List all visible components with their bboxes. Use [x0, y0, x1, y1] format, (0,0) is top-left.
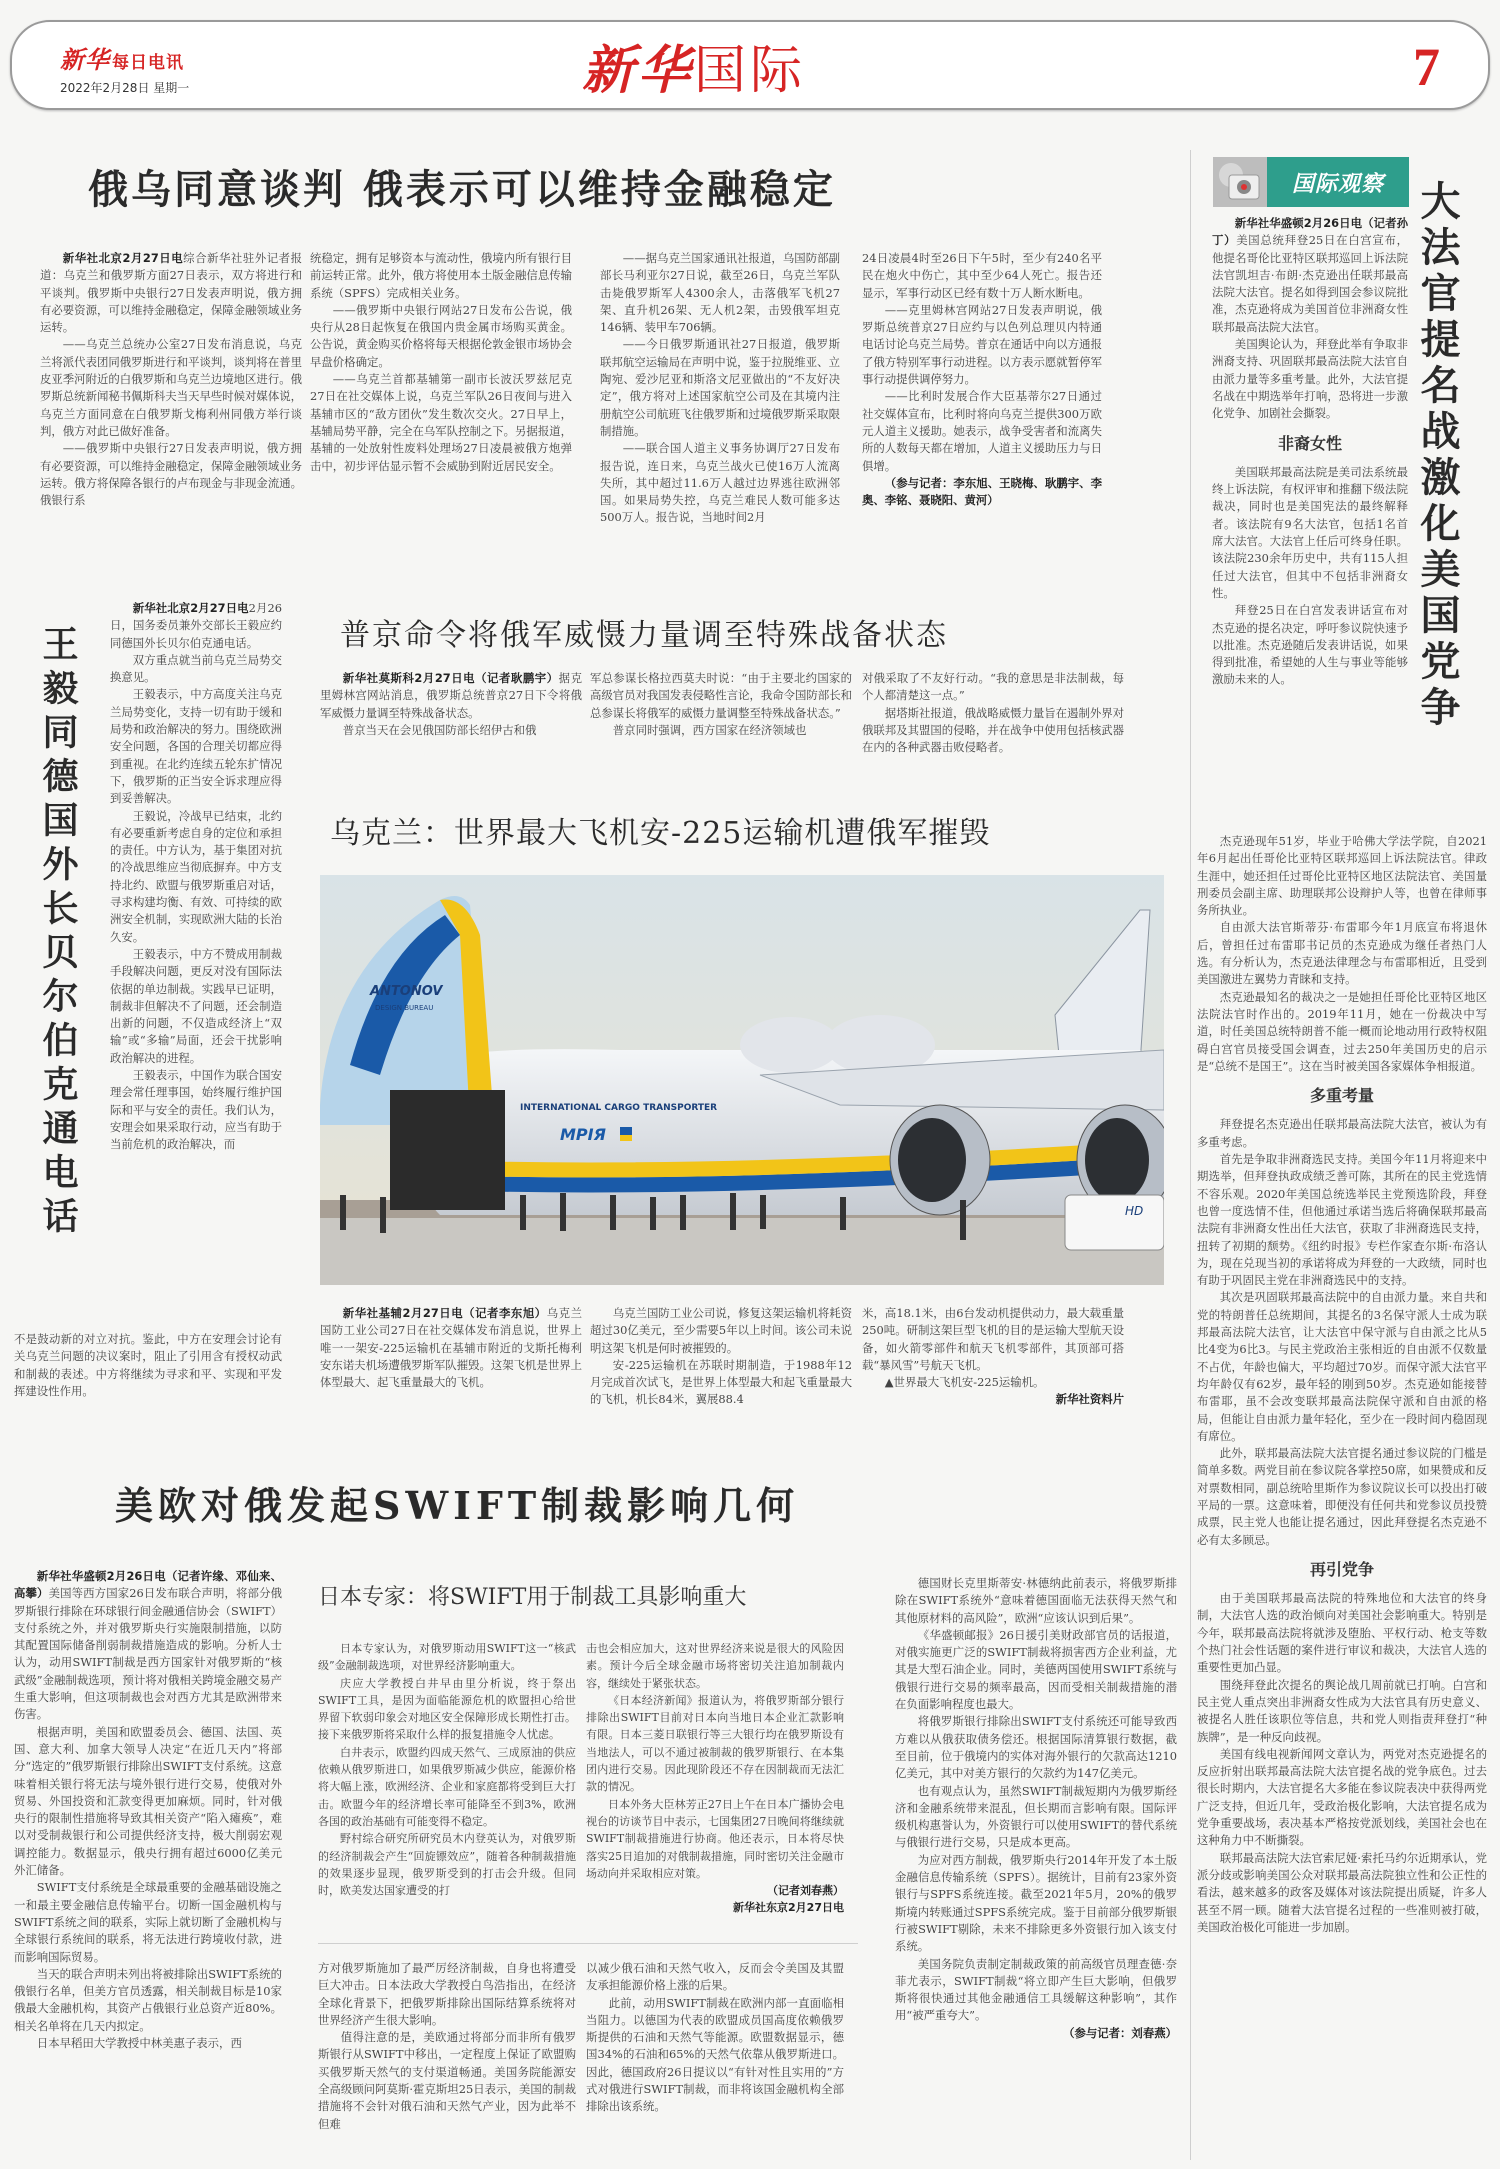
article-an225-col3: 米，高18.1米，由6台发动机提供动力，最大载重量250吨。研制这架巨型飞机的目的是运输大型航天设备，如火箭零部件和航天飞机零部件，其顶部可搭载“暴风雪”号航天飞机。 ▲世界最大飞机安-225运输机。 新华社资料片: [862, 1305, 1124, 1409]
photo-credit: 新华社资料片: [1055, 1392, 1124, 1407]
article-swift-col3: 以减少俄石油和天然气收入，反而会令美国及其盟友承担能源价格上涨的后果。 此前，动用SWIFT制裁在欧洲内部一直面临相当阻力。以德国为代表的欧盟成员国高度依赖俄罗斯提供的石油和天然气等能源。欧盟数据显示，德国34%的石油和65%的天然气依靠从俄罗斯进口。因此，德国政府26日提议以“有针对性且实用的”方式对俄进行SWIFT制裁，而非将该国金融机构全部排除出该系统。: [586, 1961, 844, 2114]
article1-col2: 统稳定，拥有足够资本与流动性，俄境内所有银行目前运转正常。此外，俄方将使用本土版金融信息传输系统（SPFS）完成相关业务。 ——俄罗斯中央银行网站27日发布公告说，俄央行从28日起恢复在俄国内贵金属市场购买黄金。公告说，黄金购买价格将每天根据伦敦金银市场协会早盘价格确定。 ——乌克兰首都基辅第一副市长波沃罗兹尼克27日在社交媒体上说，乌克兰军队26日夜间与进入基辅市区的“敌方团伙”发生数次交火。27日早上，基辅局势平静，完全在乌军队控制之下。另据报道，基辅的一处放射性废料处理场27日凌晨被俄方炮弹击中，初步评估显示暂不会威胁到附近居民安全。: [310, 251, 572, 473]
column-badge-label: 国际观察: [1267, 157, 1409, 207]
article-swift-col1: 新华社华盛顿2月26日电（记者许缘、邓仙来、高攀）美国等西方国家26日发布联合声明，将部分俄罗斯银行排除在环球银行间金融通信协会（SWIFT）支付系统之外，并对俄罗斯央行实施限制措施，以防其配置国际储备削弱制裁措施造成的影响。分析人士认为，动用SWIFT制裁是西方国家针对俄罗斯的“核武级”金融制裁选项，预计将对俄相关跨境金融交易产生重大影响，但这项制裁也会对西方尤其是欧洲带来伤害。 根据声明，美国和欧盟委员会、德国、法国、英国、意大利、加拿大领导人决定“在近几天内”将部分“选定的”俄罗斯银行排除出SWIFT支付系统。这意味着相关银行将无法与境外银行进行交易，使俄对外贸易、外国投资和汇款变得更加麻烦。同时，针对俄央行的限制性措施将导致其相关资产“陷入瘫痪”，难以对受制裁银行和公司提供经济支持，极大削弱宏观调控能力。数据显示，俄央行拥有超过6000亿美元外汇储备。 SWIFT支付系统是全球最重要的金融基础设施之一和最主要金融信息传输平台。切断一国金融机构与SWIFT系统之间的联系，实际上就切断了金融机构与全球银行系统间的联系，将无法进行跨境收付款，进而影响国际贸易。 当天的联合声明未列出将被排除出SWIFT系统的俄银行名单，但美方官员透露，相关制裁目标是10家俄最大金融机构，其资产占俄银行业总资产近80%。相关名单将在几天内拟定。 日本早稻田大学教授中林美惠子表示，西: [14, 1569, 282, 2051]
svg-text:DESIGN BUREAU: DESIGN BUREAU: [375, 1004, 434, 1012]
sidebar-headline: 日本专家：将SWIFT用于制裁工具影响重大: [318, 1585, 747, 1610]
subhead-2: 多重考量: [1309, 1086, 1374, 1106]
article-swift-col4: 德国财长克里斯蒂安·林德纳此前表示，将俄罗斯排除在SWIFT系统外“意味着德国面临无法获得天然气和其他原材料的高风险”，欧洲“应该认识到后果”。 《华盛顿邮报》26日援引美财政部官员的话报道，对俄实施更广泛的SWIFT制裁将损害西方企业利益，尤其是大型石油企业。同时，美德两国使用SWIFT系统与俄银行进行交易的频率最高，因而受相关制裁措施的潜在负面影响程度也最大。 将俄罗斯银行排除出SWIFT支付系统还可能导致西方难以从俄获取债务偿还。根据国际清算银行数据，截至目前，位于俄境内的实体对海外银行的欠款高达1210亿美元，其中对美方银行的欠款约为147亿美元。 也有观点认为，虽然SWIFT制裁短期内为俄罗斯经济和金融系统带来混乱，但长期而言影响有限。国际评级机构惠誉认为，外资银行可以使用SWIFT的替代系统与俄银行进行交易，只是成本更高。 为应对西方制裁，俄罗斯央行2014年开发了本土版金融信息传输系统（SPFS）。据统计，目前有23家外资银行与SPFS系统连接。截至2021年5月，20%的俄罗斯境内转账通过SPFS系统完成。鉴于目前部分俄罗斯银行被SWIFT剔除，未来不排除更多外资银行加入该支付系统。 美国务院负责制定制裁政策的前高级官员理查德·奈菲尤表示，SWIFT制裁“将立即产生巨大影响，但俄罗斯将很快通过其他金融通信工具缓解这种影响”，其作用“被严重夸大”。 （参与记者：刘春燕）: [895, 1576, 1177, 2040]
article-an225-col1: 新华社基辅2月27日电（记者李东旭）乌克兰国防工业公司27日在社交媒体发布消息说，世界上唯一一架安-225运输机在基辅市附近的戈斯托梅利安东诺夫机场遭俄罗斯军队摧毁。这架飞机是世界上体型最大、起飞重量最大的飞机。: [320, 1306, 582, 1390]
newspaper-logo: 新华 每日电讯: [60, 45, 184, 74]
article-putin-col3: 对俄采取了不友好行动。“我的意思是非法制裁，每个人都清楚这一点。” 据塔斯社报道，俄战略威慑力量旨在遏制外界对俄联邦及其盟国的侵略，并在战争中使用包括核武器在内的各种武器击败侵略者。: [862, 671, 1125, 755]
article-headline-wangyi: 王毅同德国外长贝尔伯克通电话: [37, 625, 79, 1241]
sidebar-dateline: 新华社东京2月27日电: [733, 1901, 844, 1915]
an225-photo: [320, 875, 1164, 1285]
article-court-intro: 新华社华盛顿2月26日电（记者孙丁）美国总统拜登25日在白宫宣布，他提名哥伦比亚特区联邦巡回上诉法院法官凯坦吉·布朗·杰克逊出任联邦最高法院大法官。提名如得到国会参议院批准，杰克逊将成为美国首位非洲裔女性联邦最高法院大法官。 美国舆论认为，拜登此举有争取非洲裔支持、巩固联邦最高法院大法官自由派力量等多重考量。此外，大法官提名战在中期选举年打响，恐将进一步激化党争、加剧社会撕裂。 非裔女性 美国联邦最高法院是美司法系统最终上诉法院，有权评审和推翻下级法院裁决，同时也是美国宪法的最终解释者。该法院有9名大法官，包括1名首席大法官。大法官上任后可终身任职。该法院230余年历史中，共有115人担任过大法官，但其中不包括非洲裔女性。 拜登25日在白宫发表讲话宣布对杰克逊的提名决定，呼吁参议院快速予以批准。杰克逊随后发表讲话说，如果得到批准，希望她的人生与事业等能够激励未来的人。: [1212, 216, 1408, 687]
article-court-body: 杰克逊现年51岁，毕业于哈佛大学法学院，自2021年6月起出任哥伦比亚特区联邦巡回上诉法院法官。律政生涯中，她还担任过哥伦比亚特区地区法院法官、美国量刑委员会副主席、助理联邦公设辩护人等，也曾在律师事务所执业。 自由派大法官斯蒂芬·布雷耶今年1月底宣布将退休后，曾担任过布雷耶书记员的杰克逊成为继任者热门人选。有分析认为，杰克逊法律理念与布雷耶相近，且受到美国激进左翼势力青睐和支持。 杰克逊最知名的裁决之一是她担任哥伦比亚特区地区法院法官时作出的。2019年11月，她在一份裁决中写道，时任美国总统特朗普不能一概而论地动用行政特权阻碍白宫官员接受国会调查，过去250年美国历史的启示是“总统不是国王”。这在当时被美国各家媒体争相报道。 多重考量 拜登提名杰克逊出任联邦最高法院大法官，被认为有多重考虑。 首先是争取非洲裔选民支持。美国今年11月将迎来中期选举，但拜登执政成绩乏善可陈，其所在的民主党选情不容乐观。2020年美国总统选举民主党预选阶段，拜登也曾一度选情不佳，但他通过承诺当选后将确保联邦最高法院有非洲裔女性出任大法官，获取了非洲裔选民支持，扭转了初期的颓势。《纽约时报》专栏作家查尔斯·布洛认为，现在兑现当初的承诺将成为拜登的一大政绩，同时也有助于巩固民主党在非洲裔选民中的支持。 其次是巩固联邦最高法院中的自由派力量。来自共和党的特朗普任总统期间，其提名的3名保守派人士成为联邦最高法院大法官，让大法官中保守派与自由派之比从5比4变为6比3。与民主党政治主张相近的自由派不仅数量不占优，年龄也偏大，平均超过70岁。而保守派大法官平均年龄仅有62岁，最年轻的刚到50岁。杰克逊如能接替布雷耶，虽不会改变联邦最高法院保守派和自由派的格局，但能让自由派力量年轻化，至少在一段时间内稳固现有席位。 此外，联邦最高法院大法官提名通过参议院的门槛是简单多数。两党目前在参议院各掌控50席，如果赞成和反对票数相同，副总统哈里斯作为参议院议长可以投出打破平局的一票。这意味着，即便没有任何共和党参议员投赞成票，民主党人也能让提名通过，因此拜登提名杰克逊不必有太多顾忌。 再引党争 由于美国联邦最高法院的特殊地位和大法官的终身制，大法官人选的政治倾向对美国社会影响重大。特别是今年，联邦最高法院将就涉及堕胎、平权行动、枪支等数个热门社会性话题的案件进行审议和裁决，大法官人选的重要性更加凸显。 围绕拜登此次提名的舆论战几周前就已打响。白宫和民主党人重点突出非洲裔女性成为大法官具有历史意义、被提名人胜任该职位等信息，共和党人则指责拜登打“种族牌”，是一种反向歧视。 美国有线电视新闻网文章认为，两党对杰克逊提名的反应折射出联邦最高法院大法官提名战的党争底色。过去很长时期内，大法官提名大多能在参议院表决中获得两党广泛支持，但近几年，受政治极化影响，大法官提名成为党争重要战场，表决基本严格按党派划线，美国社会也在这种角力中不断撕裂。 联邦最高法院大法官索尼娅·索托马约尔近期承认，党派分歧或影响美国公众对联邦最高法院独立性和公正性的看法，越来越多的政客及媒体对该法院提出质疑，许多人甚至不屑一顾。随着大法官提名过程的一些准则被打破，美国政治极化可能进一步加剧。: [1197, 834, 1487, 1934]
an225-aircraft-illustration: [320, 875, 1164, 1285]
article-headline-swift: 美欧对俄发起SWIFT制裁影响几何: [115, 1483, 800, 1528]
page-number: 7: [1413, 37, 1440, 97]
article1-col4: 24日凌晨4时至26日下午5时，至少有240名平民在炮火中伤亡，其中至少64人死亡。报告还显示，军事行动区已经有数十万人断水断电。 ——克里姆林宫网站27日发表声明说，俄罗斯总统普京27日应约与以色列总理贝内特通电话讨论乌克兰局势。普京在通话中向以方通报了俄方特别军事行动进程。以方表示愿就暂停军事行动提供调停努力。 ——比利时发展合作大臣基蒂尔27日通过社交媒体宣布，比利时将向乌克兰提供300万欧元人道主义援助。她表示，战争受害者和流离失所的人数每天都在增加，人道主义援助压力与日俱增。 （参与记者：李东旭、王晓梅、耿鹏宇、李奥、李铭、聂晓阳、黄河）: [862, 250, 1102, 509]
section-title: 新华国际: [582, 40, 807, 101]
article-an225-col2: 乌克兰国防工业公司说，修复这架运输机将耗资超过30亿美元，至少需要5年以上时间。该公司未说明这架飞机是何时被摧毁的。 安-225运输机在苏联时期制造，于1988年12月完成首次试飞，是世界上体型最大和起飞重量最大的飞机，机长84米，翼展88.4: [590, 1306, 853, 1407]
article-headline-court: 大法官提名战激化美国党争: [1414, 180, 1461, 732]
article-putin-col1: 新华社莫斯科2月27日电（记者耿鹏宇）据克里姆林宫网站消息，俄罗斯总统普京27日下令将俄军威慑力量调至特殊战备状态。 普京当天在会见俄国防部长绍伊古和俄: [320, 671, 582, 737]
sidebar-col2: 击也会相应加大，这对世界经济来说是很大的风险因素。预计今后全球金融市场将密切关注追加制裁内容，继续处于紧张状态。 《日本经济新闻》报道认为，将俄罗斯部分银行排除出SWIFT目前对日本向当地日本企业汇款影响有限。日本三菱日联银行等三大银行均在俄罗斯设有当地法人，可以不通过被制裁的俄罗斯银行、在本集团内进行交易。因此现阶段还不存在因制裁而无法汇款的情况。 日本外务大臣林芳正27日上午在日本广播协会电视台的访谈节目中表示，七国集团27日晚间将继续就SWIFT制裁措施进行协商。他还表示，日本将尽快落实25日追加的对俄制裁措施，同时密切关注金融市场动向并采取相应对策。 （记者刘春燕） 新华社东京2月27日电: [586, 1640, 844, 1917]
article-headline-putin: 普京命令将俄军威慑力量调至特殊战备状态: [340, 618, 948, 653]
issue-date: 2022年2月28日 星期一: [60, 81, 190, 95]
sidebar-col1: 日本专家认为，对俄罗斯动用SWIFT这一“核武级”金融制裁选项，对世界经济影响重大。 庆应大学教授白井早由里分析说，终于祭出SWIFT工具，是因为面临能源危机的欧盟担心给世界留下软弱印象会对地区安全保障形成长期性打击。接下来俄罗斯将采取什么样的报复措施令人忧虑。 白井表示，欧盟约四成天然气、三成原油的供应依赖从俄罗斯进口，如果俄罗斯减少供应，能源价格将大幅上涨，欧洲经济、企业和家庭都将受到巨大打击。欧盟今年的经济增长率可能降至不到3%，欧洲各国的政治基础有可能变得不稳定。 野村综合研究所研究员木内登英认为，对俄罗斯的经济制裁会产生“回旋镖效应”，随着各种制裁措施的效果逐步显现，俄罗斯受到的打击会升级。但同时，欧美发达国家遭受的打: [318, 1642, 576, 1898]
article-headline-talks: 俄乌同意谈判 俄表示可以维持金融稳定: [88, 167, 836, 213]
fuselage-label: INTERNATIONAL CARGO TRANSPORTER: [520, 1103, 718, 1113]
column-badge: [1213, 157, 1409, 207]
photo-caption: ▲世界最大飞机安-225运输机。: [884, 1375, 1045, 1390]
subhead-1: 非裔女性: [1277, 433, 1342, 453]
article-wangyi-body: 新华社北京2月27日电2月26日，国务委员兼外交部长王毅应约同德国外长贝尔伯克通电话。 双方重点就当前乌克兰局势交换意见。 王毅表示，中方高度关注乌克兰局势变化，支持一切有助于缓和局势和政治解决的努力。围绕欧洲安全问题，各国的合理关切都应得到重视。在北约连续五轮东扩情况下，俄罗斯的正当安全诉求理应得到妥善解决。 王毅说，冷战早已结束，北约有必要重新考虑自身的定位和承担的责任。中方认为，基于集团对抗的冷战思维应当彻底摒弃。中方支持北约、欧盟与俄罗斯重启对话，寻求构建均衡、有效、可持续的欧洲安全机制，实现欧洲大陆的长治久安。 王毅表示，中方不赞成用制裁手段解决问题，更反对没有国际法依据的单边制裁。实践早已证明，制裁非但解决不了问题，还会制造出新的问题，不仅造成经济上“双输”或“多输”局面，还会干扰影响政治解决的进程。 王毅表示，中国作为联合国安理会常任理事国，始终履行维护国际和平与安全的责任。我们认为，安理会如果采取行动，应当有助于当前危机的政治解决，而: [110, 601, 282, 1152]
article1-col3: ——据乌克兰国家通讯社报道，乌国防部副部长马利亚尔27日说，截至26日，乌克兰军队击毙俄罗斯军人4300余人，击落俄军飞机27架、直升机26架、无人机2架，击毁俄军坦克146辆、装甲车706辆。 ——今日俄罗斯通讯社27日报道，俄罗斯联邦航空运输局在声明中说，鉴于拉脱维亚、立陶宛、爱沙尼亚和斯洛文尼亚做出的“不友好决定”，俄方将对上述国家航空公司及在其境内注册航空公司航班飞往俄罗斯和过境俄罗斯采取限制措施。 ——联合国人道主义事务协调厅27日发布报告说，连日来，乌克兰战火已使16万人流离失所，其中超过11.6万人越过边界逃往欧洲邻国。如果局势失控，乌克兰难民人数可能多达500万人。报告说，当地时间2月: [600, 251, 840, 525]
masthead: [10, 20, 1490, 110]
article-wangyi-tail: 不是鼓动新的对立对抗。鉴此，中方在安理会讨论有关乌克兰问题的决议案时，阻止了引用含有授权动武和制裁的表述。中方将继续为寻求和平、实现和平发挥建设性作用。: [14, 1332, 282, 1398]
article-headline-an225: 乌克兰：世界最大飞机安-225运输机遭俄军摧毁: [330, 816, 991, 851]
camera-globe-icon: [1217, 161, 1263, 203]
column-divider: [1190, 150, 1191, 2160]
sidebar-divider: [318, 1943, 858, 1944]
svg-text:HD: HD: [1125, 1204, 1144, 1218]
article-swift-col2: 方对俄罗斯施加了最严厉经济制裁，自身也将遭受巨大冲击。日本法政大学教授白鸟浩指出，在经济全球化背景下，把俄罗斯排除出国际结算系统将对世界经济产生很大影响。 值得注意的是，美欧通过将部分而非所有俄罗斯银行从SWIFT中移出，一定程度上保证了欧盟购买俄罗斯天然气的支付渠道畅通。美国务院能源安全高级顾问阿莫斯·霍克斯坦25日表示，美国的制裁措施将不会针对俄石油和天然气产业，因为此举不但难: [318, 1961, 576, 2131]
antonov-label: ANTONOV: [370, 984, 443, 999]
mriya-label: МРІЯ: [560, 1125, 606, 1144]
article-putin-col2: 军总参谋长格拉西莫夫时说：“由于主要北约国家的高级官员对我国发表侵略性言论，我命令国防部长和总参谋长将俄军的威慑力量调整至特殊战备状态。” 普京同时强调，西方国家在经济领域也: [590, 671, 852, 737]
masthead-brand-block: [60, 40, 189, 96]
article1-col1: 新华社北京2月27日电综合新华社驻外记者报道：乌克兰和俄罗斯方面27日表示，双方将进行和平谈判。俄罗斯中央银行27日发表声明说，俄方拥有必要资源，可以维持金融稳定，保障金融领域业务运转。 ——乌克兰总统办公室27日发布消息说，乌克兰将派代表团同俄罗斯进行和平谈判，谈判将在普里皮亚季河附近的白俄罗斯和乌克兰边境地区进行。俄罗斯总统新闻秘书佩斯科夫当天早些时候对媒体说，乌克兰方面同意在白俄罗斯戈梅利州同俄方举行谈判，俄方对此已做好准备。 ——俄罗斯中央银行27日发表声明说，俄方拥有必要资源，可以维持金融稳定，保障金融领域业务运转。俄方将保障各银行的卢布现金与非现金流通。俄银行系: [40, 251, 302, 508]
subhead-3: 再引党争: [1309, 1559, 1374, 1579]
reporters-credit: （参与记者：李东旭、王晓梅、耿鹏宇、李奥、李铭、聂晓阳、黄河）: [862, 475, 1102, 508]
